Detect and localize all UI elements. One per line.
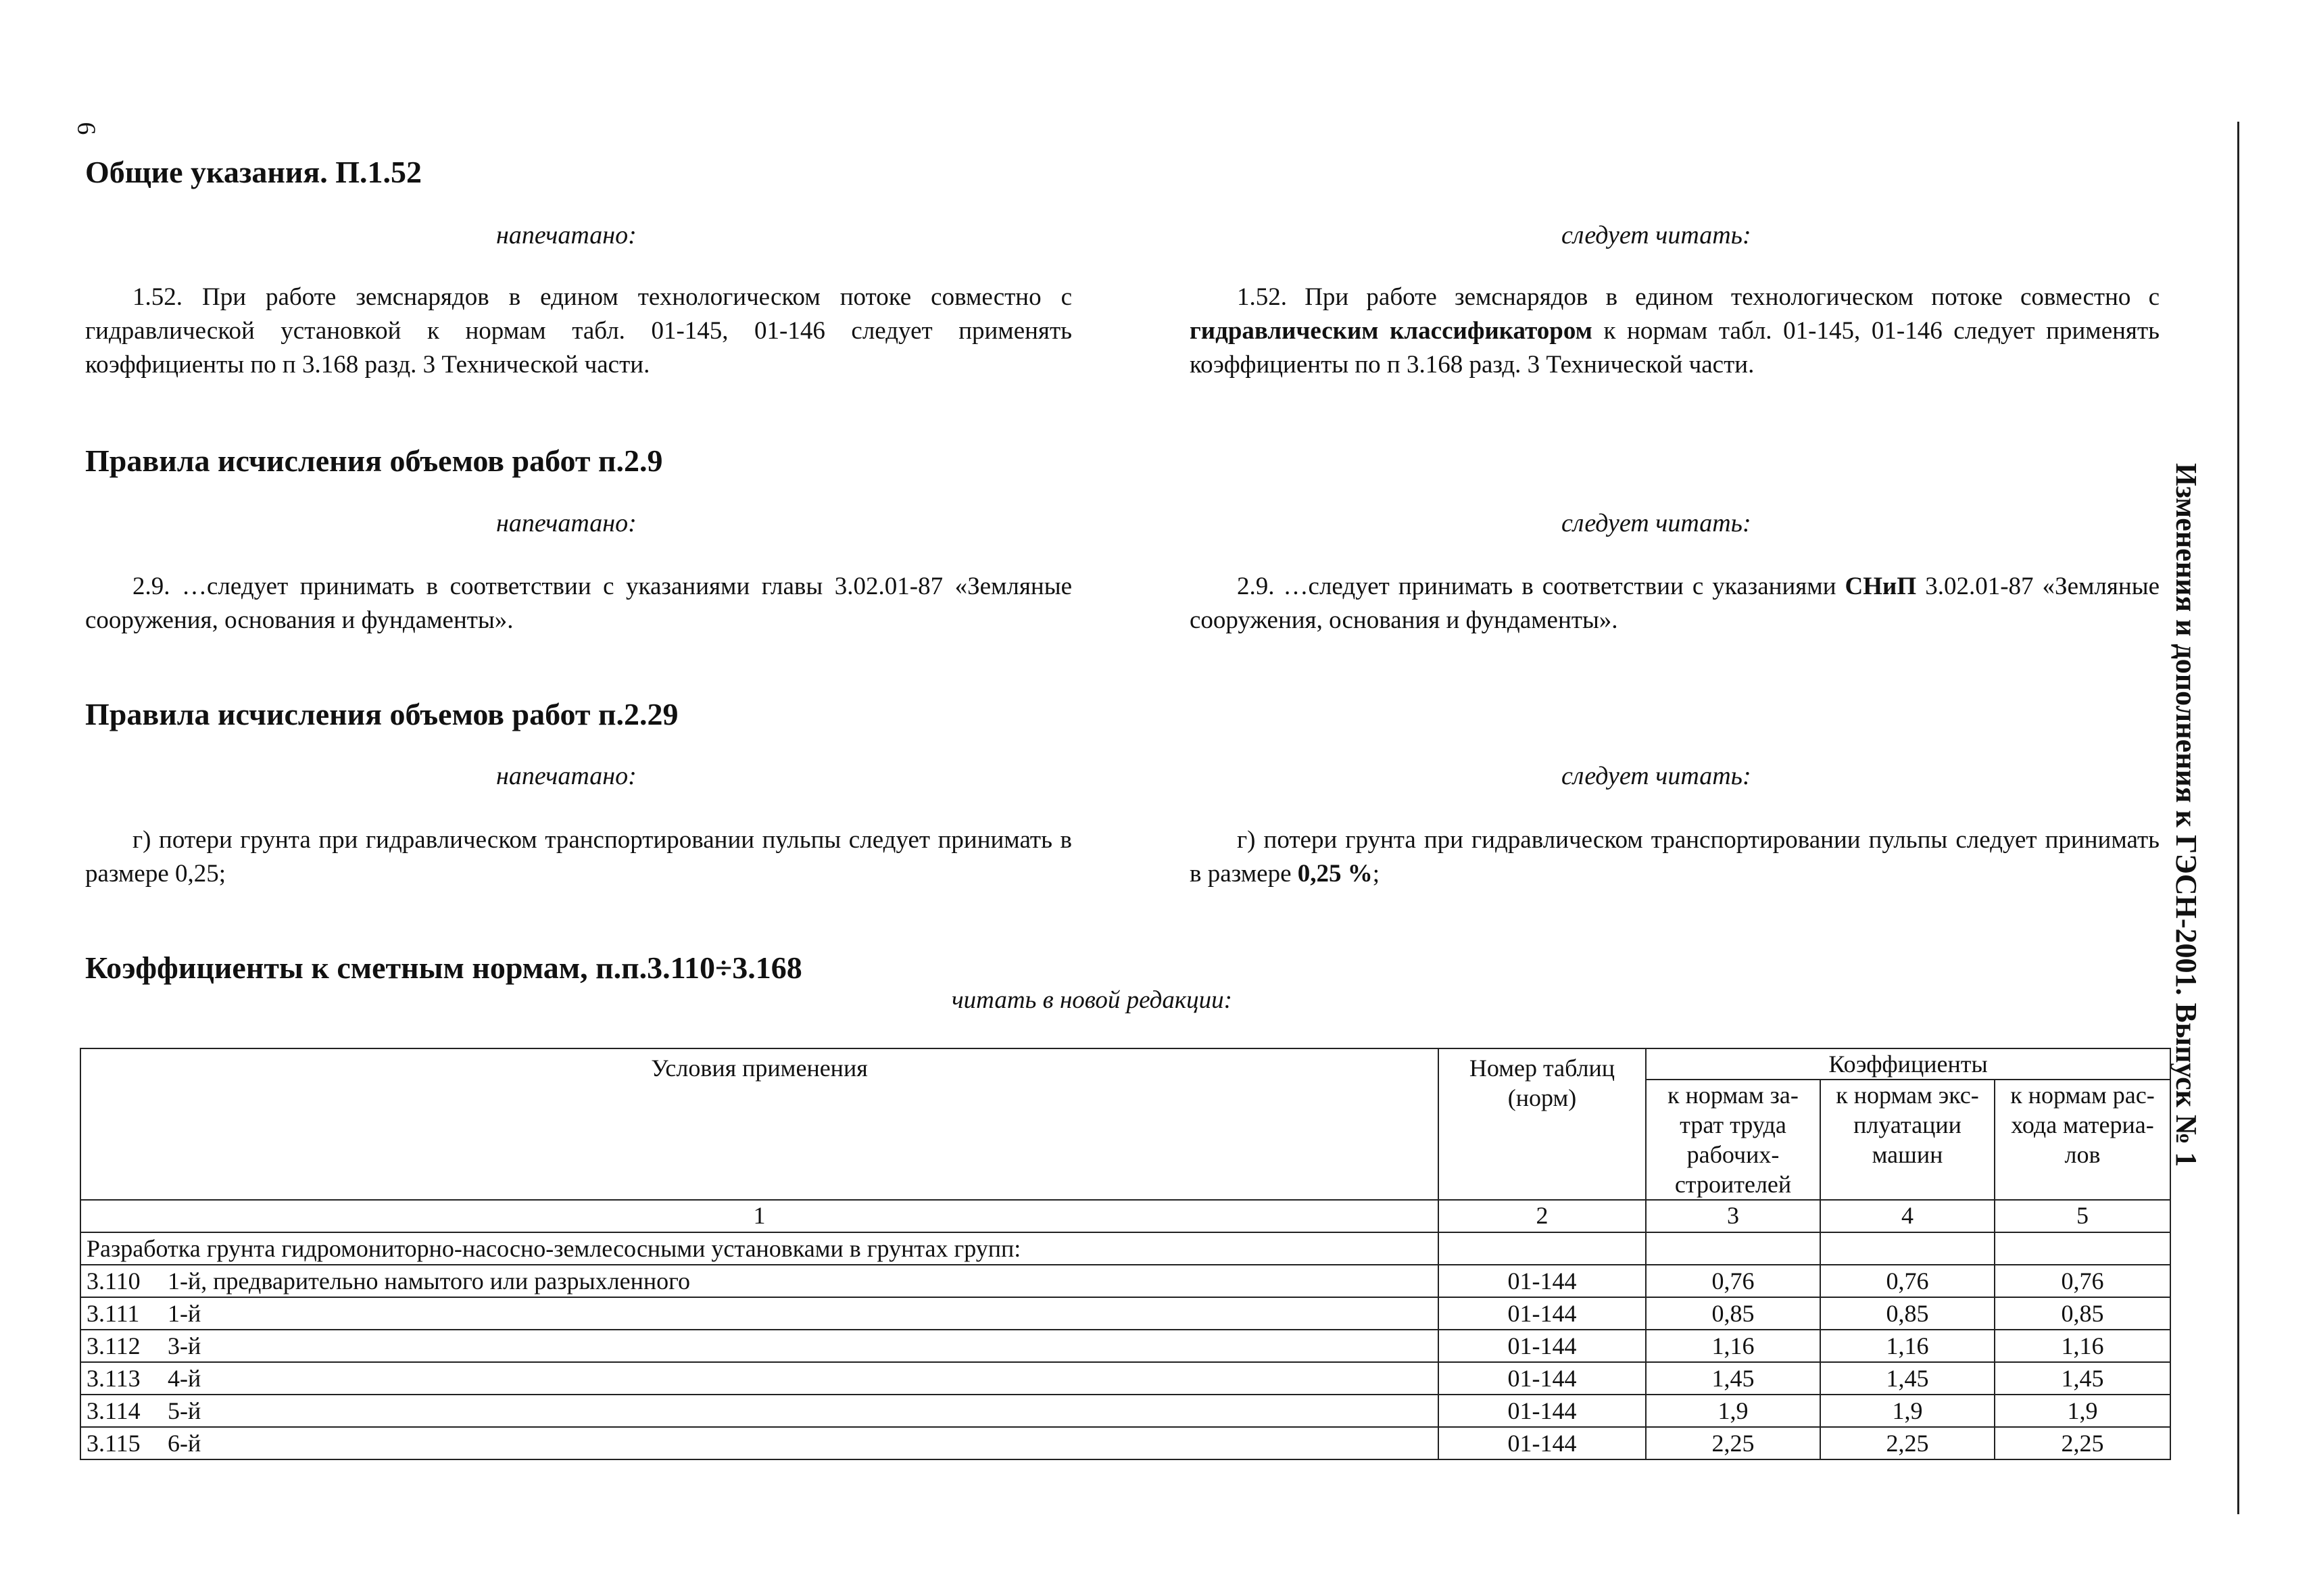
row-coef-machines: 2,25 bbox=[1820, 1427, 1995, 1459]
printed-label: напечатано: bbox=[496, 509, 637, 537]
row-table-number: 01-144 bbox=[1438, 1330, 1646, 1362]
row-coef-materials: 0,85 bbox=[1995, 1297, 2170, 1330]
col-number: 2 bbox=[1438, 1200, 1646, 1232]
side-rule bbox=[2237, 122, 2239, 1514]
row-condition: 1-й bbox=[168, 1300, 201, 1327]
new-edition-label: читать в новой редакции: bbox=[952, 986, 1232, 1014]
page-number: 6 bbox=[72, 122, 101, 135]
printed-text-1-52: 1.52. При работе земснарядов в едином технологическом потоке совместно с гидравлической установкой к нормам табл. 01-145, 01-146 следует применять коэффициенты по п 3.168 разд. 3 Технической части. bbox=[85, 283, 1072, 379]
row-condition: 6-й bbox=[168, 1430, 201, 1457]
table-row bbox=[80, 1265, 2170, 1297]
table-row bbox=[80, 1330, 2170, 1362]
printed-label: напечатано: bbox=[496, 762, 637, 790]
row-code: 3.111 bbox=[87, 1300, 140, 1327]
row-coef-materials: 1,16 bbox=[1995, 1330, 2170, 1362]
corrected-text-2-29: г) потери грунта при гидравлическом транспортировании пульпы следует принимать в размере 0,25 %; bbox=[1190, 826, 2160, 888]
row-coef-labor: 0,76 bbox=[1646, 1265, 1820, 1297]
table-row bbox=[80, 1362, 2170, 1395]
row-condition: 4-й bbox=[168, 1365, 201, 1392]
row-condition: 3-й bbox=[168, 1332, 201, 1359]
row-coef-machines: 1,16 bbox=[1820, 1330, 1995, 1362]
table-row bbox=[80, 1427, 2170, 1459]
row-coef-materials: 0,76 bbox=[1995, 1265, 2170, 1297]
row-coef-machines: 0,76 bbox=[1820, 1265, 1995, 1297]
row-coef-labor: 1,9 bbox=[1646, 1395, 1820, 1427]
col-number: 3 bbox=[1646, 1200, 1820, 1232]
printed-text-2-29: г) потери грунта при гидравлическом транспортировании пульпы следует принимать в размере 0,25; bbox=[85, 826, 1072, 888]
row-coef-machines: 1,45 bbox=[1820, 1362, 1995, 1395]
header-table-number: Номер таблиц (норм) bbox=[1438, 1048, 1646, 1200]
printed-text-2-9: 2.9. …следует принимать в соответствии с указаниями главы 3.02.01-87 «Земляные сооружения, основания и фундаменты». bbox=[85, 573, 1072, 634]
row-code: 3.114 bbox=[87, 1397, 141, 1424]
should-read-label: следует читать: bbox=[1561, 221, 1751, 249]
row-table-number: 01-144 bbox=[1438, 1427, 1646, 1459]
row-code: 3.112 bbox=[87, 1332, 141, 1359]
row-coef-labor: 2,25 bbox=[1646, 1427, 1820, 1459]
row-table-number: 01-144 bbox=[1438, 1297, 1646, 1330]
header-machines: к нормам экс-плуатации машин bbox=[1820, 1080, 1995, 1200]
printed-label: напечатано: bbox=[496, 221, 637, 249]
row-code: 3.110 bbox=[87, 1267, 141, 1295]
row-condition: 1-й, предварительно намытого или разрыхленного bbox=[168, 1267, 691, 1295]
section-title-2-29: Правила исчисления объемов работ п.2.29 bbox=[85, 697, 679, 731]
group-label: Разработка грунта гидромониторно-насосно-землесосными установками в грунтах групп: bbox=[80, 1232, 1438, 1265]
corrected-text-2-9: 2.9. …следует принимать в соответствии с указаниями СНиП 3.02.01-87 «Земляные сооружения, основания и фундаменты». bbox=[1190, 573, 2160, 634]
table-row bbox=[80, 1297, 2170, 1330]
row-coef-machines: 0,85 bbox=[1820, 1297, 1995, 1330]
col-number: 4 bbox=[1820, 1200, 1995, 1232]
row-coef-materials: 2,25 bbox=[1995, 1427, 2170, 1459]
section-title-1-52: Общие указания. П.1.52 bbox=[85, 155, 422, 189]
should-read-label: следует читать: bbox=[1561, 509, 1751, 537]
row-coef-labor: 1,16 bbox=[1646, 1330, 1820, 1362]
row-coef-labor: 1,45 bbox=[1646, 1362, 1820, 1395]
row-table-number: 01-144 bbox=[1438, 1362, 1646, 1395]
row-table-number: 01-144 bbox=[1438, 1395, 1646, 1427]
header-labor: к нормам за-трат труда рабочих-строителей bbox=[1646, 1080, 1820, 1200]
col-number: 1 bbox=[80, 1200, 1438, 1232]
row-condition: 5-й bbox=[168, 1397, 201, 1424]
row-code: 3.113 bbox=[87, 1365, 141, 1392]
row-code: 3.115 bbox=[87, 1430, 141, 1457]
col-number: 5 bbox=[1995, 1200, 2170, 1232]
row-table-number: 01-144 bbox=[1438, 1265, 1646, 1297]
section-title-coefficients: Коэффициенты к сметным нормам, п.п.3.110÷3.168 bbox=[85, 950, 802, 985]
header-coefficients: Коэффициенты bbox=[1646, 1048, 2170, 1080]
header-conditions: Условия применения bbox=[80, 1048, 1438, 1200]
should-read-label: следует читать: bbox=[1561, 762, 1751, 790]
row-coef-materials: 1,45 bbox=[1995, 1362, 2170, 1395]
table-row bbox=[80, 1395, 2170, 1427]
row-coef-labor: 0,85 bbox=[1646, 1297, 1820, 1330]
side-running-header: Изменения и дополнения к ГЭСН-2001. Выпуск № 1 bbox=[2170, 463, 2203, 1167]
row-coef-machines: 1,9 bbox=[1820, 1395, 1995, 1427]
corrected-text-1-52: 1.52. При работе земснарядов в едином технологическом потоке совместно с гидравлическим классификатором к нормам табл. 01-145, 01-146 следует применять коэффициенты по п 3.168 разд. 3 Технической части. bbox=[1190, 283, 2160, 379]
coefficients-table bbox=[80, 1048, 2171, 1460]
section-title-2-9: Правила исчисления объемов работ п.2.9 bbox=[85, 443, 663, 478]
row-coef-materials: 1,9 bbox=[1995, 1395, 2170, 1427]
header-materials: к нормам рас-хода материа-лов bbox=[1995, 1080, 2170, 1200]
